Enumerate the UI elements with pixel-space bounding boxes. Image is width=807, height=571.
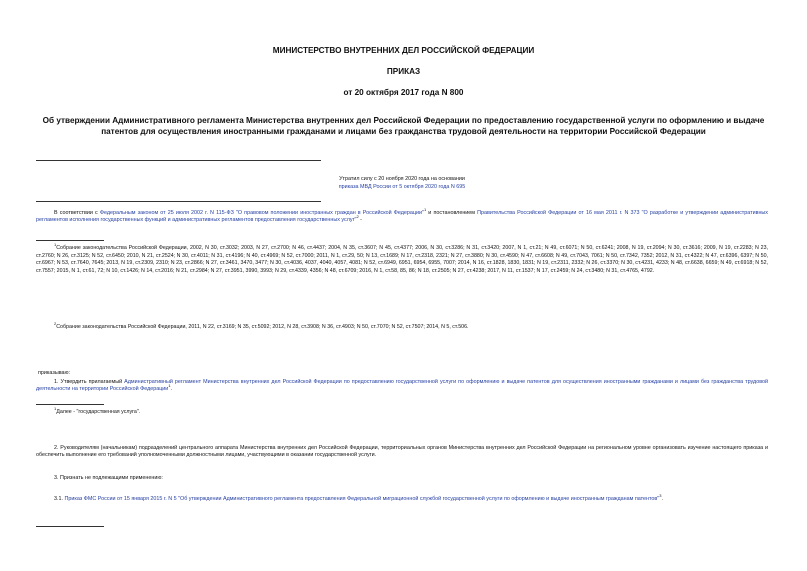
government-decree-link[interactable]: Правительства Российской Федерации от 16 мая 2011 г. N 373 "О разработке и утверждении административных регламентов исполнения государственных функций и административных регламентов предоставления государственных услуг" <box>36 210 768 224</box>
date-number-heading: от 20 октября 2017 года N 800 <box>343 88 464 97</box>
footnote-separator <box>36 240 104 241</box>
order-item-3: 3. Признать не подлежащими применению: <box>54 475 163 481</box>
footnote-ref[interactable]: 1 <box>423 207 427 213</box>
order-item-2: 2. Руководителям (начальникам) подразделений центрального аппарата Министерства внутренних дел Российской Федерации, территориальных органов Министерства внутренних дел Российской Федерации на региональном уровне организовать изучение настоящего приказа и обеспечить выполнение его требований уполномоченными должностными лицами, участвующими в оказании государственной услуги. <box>36 445 768 459</box>
federal-law-link[interactable]: Федеральным законом от 25 июля 2002 г. N 115-ФЗ "О правовом положении иностранных граждан в Российской Федерации" <box>99 210 424 216</box>
document-title: Об утверждении Административного регламента Министерства внутренних дел Российской Федерации по предоставлению государственной услуги по оформлению и выдаче патентов для осуществления иностранными гражданами и лицами без гражданства трудовой деятельности на территории Российской Федерации <box>42 116 765 136</box>
ministry-heading: МИНИСТЕРСТВО ВНУТРЕННИХ ДЕЛ РОССИЙСКОЙ ФЕДЕРАЦИИ <box>272 46 535 55</box>
order-3-1-end: . <box>661 496 663 502</box>
preamble-mid: и постановлением <box>426 210 478 216</box>
footnote-text: Собрание законодательства Российской Федерации, 2011, N 22, ст.3169; N 35, ст.5092; 2012, N 28, ст.3908; N 36, ст.4903; N 50, ст.7070; N 52, ст.7507; 2014, N 5, ст.506. <box>56 324 469 330</box>
doc-type-heading: ПРИКАЗ <box>386 67 421 76</box>
footnote-ref[interactable]: 1 <box>168 383 171 389</box>
footnote-ref[interactable]: 3 <box>659 493 662 499</box>
order-1-end: . <box>170 386 173 393</box>
footnote-3 <box>36 406 768 417</box>
order-3-1-start: 3.1. <box>54 496 65 502</box>
footnote-mark: 2 <box>54 321 57 327</box>
status-link[interactable]: приказа МВД России от 5 октября 2020 года N 695 <box>338 184 466 191</box>
footnote-ref[interactable]: 2 <box>356 214 359 220</box>
footnote-separator <box>36 526 104 527</box>
preamble-paragraph <box>36 207 768 225</box>
footnote-mark: 1 <box>54 406 57 412</box>
preamble-start: В соответствии с <box>54 210 100 216</box>
prikazyvayu-text: приказываю: <box>38 370 71 376</box>
fms-order-link[interactable]: Приказ ФМС России от 15 января 2015 г. N 5 "Об утверждении Административного регламента предоставления Федеральной миграционной службой государственной услуги по оформлению и выдаче иностранным гражданам патентов" <box>64 496 660 502</box>
footnote-text: Собрание законодательства Российской Федерации, 2002, N 30, ст.3032; 2003, N 27, ст.2700; N 46, ст.4437; 2004, N 35, ст.3607; N 45, ст.4377; 2006, N 30, ст.3286; N 31, ст.3420; 2007, N 1, ст.21; N 49, ст.6071; N 50, ст.6241; 2008, N 19, ст.2094; N 30, ст.3616; 2009, N 19, ст.2283; N 23, ст.2760; N 26, ст.3125; N 52, ст.6450; 2010, N 21, ст.2524; N 30, ст.4011; N 31, ст.4196; N 40, ст.4969; N 52, ст.7000; 2011, N 1, ст.29, 50; N 13, ст.1689; N 17, ст.2318, 2321; N 27, ст.3880; N 30, ст.4590; N 47, ст.6608; N 49, ст.7043, 7061; N 50, ст.7342, 7352; 2012, N 31, ст.4322; N 47, ст.6396, 6397; N 50, ст.6967; N 53, ст.7640, 7645; 2013, N 19, ст.2309, 2310; N 23, ст.2866; N 27, ст.3461, 3470, 3477; N 30, ст.4036, 4037, 4040, 4057, 4081; N 52, ст.6949, 6951, 6954, 6955, 7007; 2014, N 16, ст.1828, 1830, 1831; N 19, ст.2311, 2332; N 26, ст.3370; N 30, ст.4231, 4233; N 48, ст.6638, 6659; N 49, ст.6918; N 52, ст.7557; 2015, N 1, ст.61, 72; N 10, ст.1426; N 14, ст.2016; N 21, ст.2984; N 27, ст.3951, 3990, 3993; N 29, ст.4339, 4356; N 48, ст.6709; 2016, N 1, ст.58, 85, 86; N 18, ст.2505; N 27, ст.4238; 2017, N 11, ст.1537; N 17, ст.2459; N 24, ст.3480; N 31, ст.4765, 4792. <box>36 245 768 274</box>
order-item-3-1 <box>36 493 768 503</box>
order-1-start: 1. Утвердить прилагаемый <box>54 379 125 385</box>
separator-line <box>36 201 321 202</box>
separator-line <box>36 160 321 161</box>
footnote-separator <box>36 404 104 405</box>
regulation-link[interactable]: Административный регламент Министерства внутренних дел Российской Федерации по предоставлению государственной услуги по оформлению и выдаче патентов для осуществления иностранными гражданами и лицами без гражданства трудовой деятельности на территории Российской Федерации <box>36 379 769 393</box>
footnote-mark: 1 <box>54 242 57 248</box>
footnote-1 <box>36 242 768 275</box>
footnote-text: Далее - "государственная услуга". <box>56 409 141 415</box>
order-item-1 <box>36 379 768 394</box>
footnote-2 <box>36 321 768 332</box>
status-text: Утратил силу с 20 ноября 2020 года на основании <box>339 176 465 182</box>
preamble-end: - <box>358 217 362 224</box>
status-note <box>36 176 768 192</box>
